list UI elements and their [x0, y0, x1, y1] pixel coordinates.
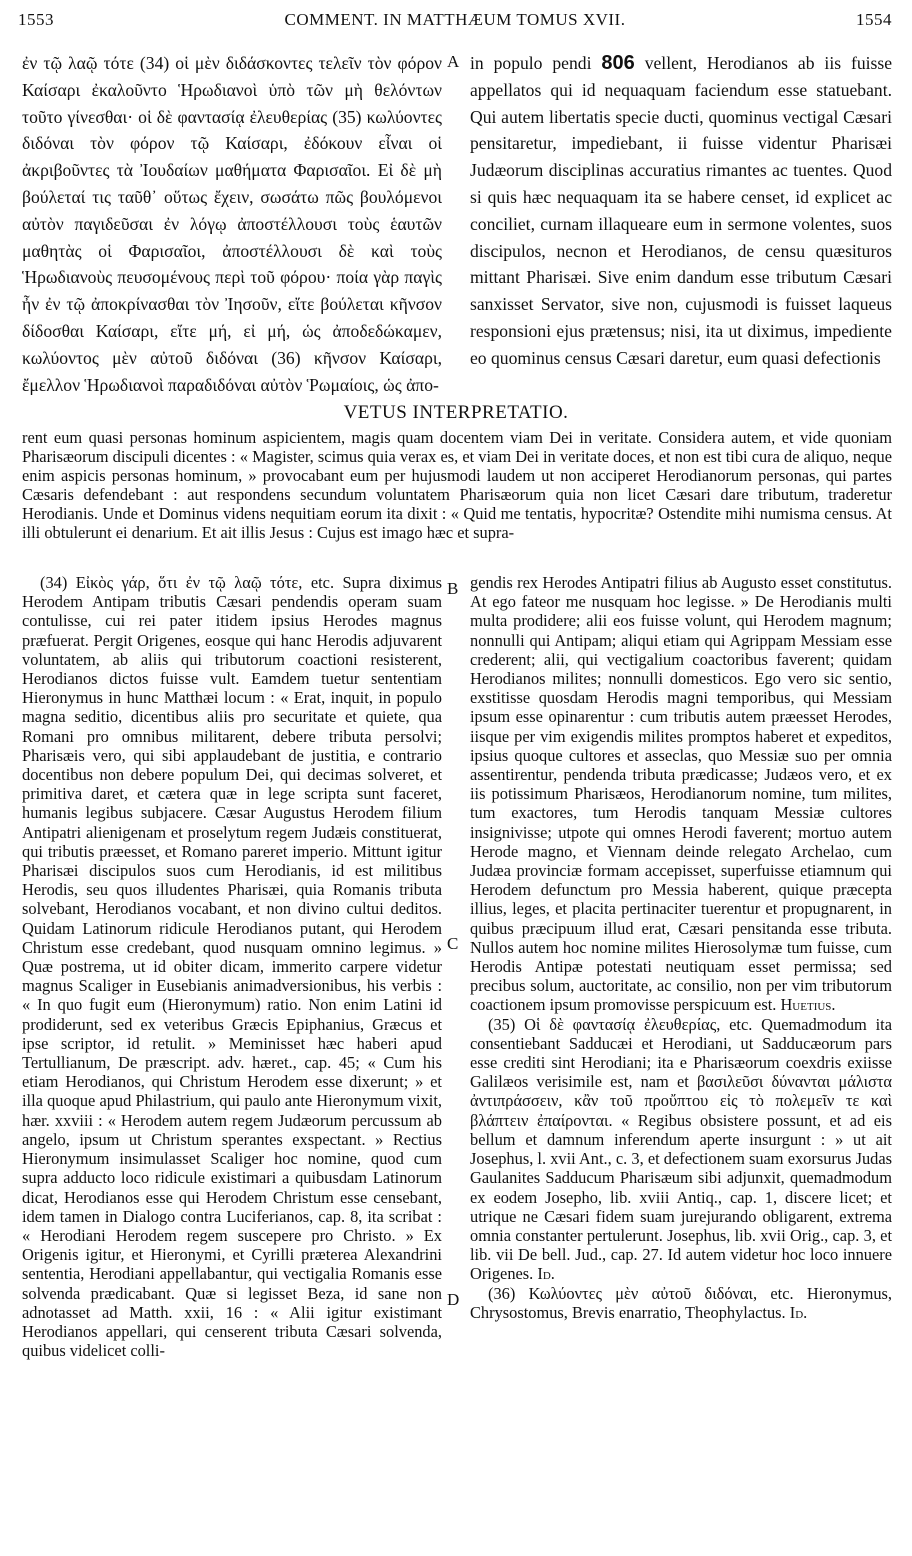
footnote-36-text: (36) Κωλύοντες μὲν αὐτοῦ διδόναι, etc. Hieronymus, Chrysostomus, Brevis enarratio, Theophylactus.	[470, 1283, 892, 1322]
footnote-34-continued-text: gendis rex Herodes Antipatri filius ab Augusto esset constitutus. At ego fateor me nusquam hoc legisse. » De Herodianis multi multa prodidere; alii eos fuisse volunt, qui Herodem magnum; nonnulli qui Antipam; aliqui etiam qui Agrippam Messiam esse crederent; alii, qui vectigalium coactoribus faverent; quidam Herodianos milites; nonnulli domesticos. Ego vero sic sentio, exstitisse quosdam Herodis magni temporibus, qui Messiam ipsum esse opinarentur : cum tributis autem præesset Herodes, iisque per vim exigendis milites promptos haberet et expeditos, ipsius quoque cultores et asseclas, quo Messiæ suo per omnia assentirentur, pendenda tributa prædicasse; Judæos vero, et ex iis potissimum Pharisæos, Herodianorum nomine, tum milites, tum exactores, tum Herodis tanquam Messiæ cultores insignivisse; utpote qui omnes Herodi faverent; mortuo autem Herode magno, et Viennam deinde relegato Archelao, cum Judæa provinciæ formam accepisset, superfuisse etiamnum qui Herodem defunctum pro Messia haberent, quique præcepta illius, leges, et placita pertinaciter tuerentur et propugnarent, in quibus præcipuum illud erat, Cæsari pensitanda esse tributa. Nullos autem hoc nomine milites Hierosolymæ tum fuisse, cum Herodis Antipæ potestati neutiquam esset permissa; sed precibus solum, auctoritate, ac consilio, non per vim tributorum coactionem ipsum promovisse perspicuum est.	[470, 573, 892, 1015]
footnote-signature: Huetius.	[780, 995, 836, 1015]
footnote-34-continued	[470, 573, 892, 1015]
footnotes-right-column	[470, 573, 892, 1322]
greek-text: ἐν τῷ λαῷ τότε (34) οἱ μὲν διδάσκοντες τελεῖν τὸν φόρον Καίσαρι ἐκαλοῦντο Ἡρωδιανοὶ ὑπὸ τῶν μὴ θελόντων τοῦτο γίνεσθαι· οἱ δὲ φαντασίᾳ ἐλευθερίας (35) κωλύοντες διδόναι τὸν φόρον τῷ Καίσαρι, ἐδόκουν εἶναι οἱ ἀκριβοῦντες τὰ Ἰουδαίων μαθήματα Φαρισαῖοι. Εἰ δὲ μὴ βούλεταί τις ταῦθ᾽ οὕτως ἔχειν, σωσάτω πῶς βουλόμενοι αὐτὸν παγιδεῦσαι ἐν λόγῳ ἀποστέλλουσι τοὺς ἑαυτῶν μαθητὰς οἱ Φαρισαῖοι, ἀποστέλλουσι δὲ καὶ τοὺς Ἡρωδιανοὺς πευσομένους περὶ τοῦ φόρου· ποία γὰρ παγὶς ἦν ἐν τῷ ἀποκρίνασθαι τὸν Ἰησοῦν, εἴτε βούλεται κῆνσον δίδοσθαι Καίσαρι, εἴτε μή, εἰ μή, ὡς ἀποδεδώκαμεν, κωλύοντος μὲν αὐτοῦ διδόναι (36) κῆνσον Καίσαρι, ἔμελλον Ἡρωδιανοὶ παραδιδόναι αὐτὸν Ῥωμαίοις, ὡς ἀπο-	[22, 53, 442, 395]
margin-marker-a: A	[447, 52, 460, 71]
latin-text-column	[470, 50, 892, 372]
footnotes-left-column	[22, 573, 442, 1360]
margin-marker-c: C	[447, 934, 459, 953]
footnote-36	[470, 1284, 892, 1322]
footnote-34: (34) Εἰκὸς γάρ, ὅτι ἐν τῷ λαῷ τότε, etc. Supra diximus Herodem Antipam tributis Cæsari pendendis operam suam contulisse, cui rei pater itidem ipsius Herodes magnus præfuerat. Pergit Origenes, eosque qui hanc Herodis adjuvarent voluntatem, ab aliis qui tributorum coactioni resisterent, Herodianos dictos fuisse vult. Eamdem tuetur sententiam Hieronymus in hunc Matthæi locum : « Erat, inquit, in populo magna seditio, dicentibus aliis pro securitate et quiete, qua Romani pro omnibus militarent, debere tributa persolvi; Pharisæis vero, qui sibi applaudebant de justitia, e contrario docentibus non debere populum Dei, qui decimas solveret, et primitiva daret, et cætera quæ in lege scripta sunt faceret, humanis legibus subjacere. Cæsar Augustus Herodem filium Antipatri alienigenam et proselytum regem Judæis constituerat, qui tributis præesset, et Romano pareret imperio. Mittunt igitur Pharisæi discipulos suos cum Herodianis, id est militibus Herodis, seu quos illudentes Pharisæi, quia Romanis tributa solvebant, Herodianos vocabant, et non divino cultui deditos. Quidam Latinorum ridicule Herodianos putant, qui Herodem Christum esse credebant, quod nusquam omnino legimus. » Quæ postrema, ut id obiter dicam, immerito carpere videtur magnus Scaliger in Eusebianis animadversionibus, his verbis : « In quo fugit eum (Hieronymum) ratio. Non enim Latini id prodiderunt, sed ex veteribus Græcis Epiphanius, Græcus et ipse scriptor, id retulit. » Meminisset hæc haberi apud Tertullianum, De præscript. adv. hæret., cap. 45; « Cum his etiam Herodianos, qui Christum Herodem esse dixerunt; » et illa quoque apud Philastrium, qui paulo ante Hieronymum vixit, hær. xxviii : « Herodem autem regem Judæorum percussum ab angelo, ipsum ut Christum sperantes exspectant. » Rectius Hieronymum insimulasset Scaliger hoc nomine, quod cum supra adducto loco ridicule existimari a quibusdam Latinorum dicat, Herodianos esse qui Herodem Christum esse censebant, idem tamen in Dialogo contra Luciferianos, cap. 8, ita scribat : « Herodiani Herodem regem suscepere pro Christo. » Ex Origenis igitur, et Hieronymi, et Cyrilli præterea Alexandrini sententia, Herodiani appellabantur, qui vectigalia Romanis esse solvenda prædicabant. Quæ si legisset Beza, id sane non adnotasset ad Matth. xxii, 16 : « Alii igitur existimant Herodianos appellari, qui censerent tributa Cæsari solvenda, quibus videlicet colli-	[22, 573, 442, 1361]
running-head	[18, 10, 892, 32]
page-number-left: 1553	[18, 10, 54, 29]
footnote-signature: Id.	[537, 1264, 555, 1284]
latin-text-rest: vellent, Herodianos ab iis fuisse appellatos qui id nequaquam faciendum esse statuebant. Qui autem libertatis specie ducti, quominus vectigal Cæsari pensitaretur, impediebant, ii fuisse videntur Pharisæi Judæorum disciplinas accuratius rimantes ac tuentes. Quod si quis hæc nequaquam ita se habere censet, id explicet ac conciliet, curnam illaqueare eum in sermone volentes, suos discipulos, necnon et Herodianos, de censu quæsituros mittant Pharisæi. Sive enim dandum esse tributum Cæsari sanxisset Servator, sive non, cujusmodi is fuisset laqueus responsioni ejus prætensus; nisi, ita ut diximus, impediente eo quominus census Cæsari daretur, eum quasi defectionis	[470, 53, 893, 368]
page-number-right: 1554	[856, 10, 892, 29]
vetus-interpretatio-title: VETUS INTERPRETATIO.	[343, 402, 569, 423]
greek-text-column	[22, 50, 442, 398]
latin-text-start: in populo pendi	[470, 53, 592, 73]
footnote-35	[470, 1015, 892, 1284]
latin-text	[470, 50, 892, 372]
footnote-signature: Id.	[789, 1302, 808, 1322]
running-title: COMMENT. IN MATTHÆUM TOMUS XVII.	[284, 10, 626, 29]
margin-marker-d: D	[447, 1290, 460, 1309]
vetus-interpretatio-text: rent eum quasi personas hominum aspicientem, magis quam docentem viam Dei in veritate. Considera autem, et vide quoniam Pharisæorum discipuli dicentes : « Magister, scimus quia verax es, et viam Dei in veritate doces, et non est tibi cura de aliquo, neque enim aspicis personas hominum, » provocabant eum per hujusmodi laudem ut non acciperet Herodianorum personas, qui partes Cæsaris defendebant : aut respondens secundum voluntatem Pharisæorum quia non licet Cæsari dare tributum, traderetur Herodianis. Unde et Dominus videns nequitiam eorum ita dixit : « Quid me tentatis, hypocritæ? Ostendite mihi numisma census. At illi obtulerunt ei denarium. Et ait illis Jesus : Cujus est imago hæc et supra-	[22, 428, 892, 543]
original-page-reference: 806	[601, 52, 635, 74]
margin-marker-b: B	[447, 579, 459, 598]
footnote-35-text: (35) Οἱ δὲ φαντασίᾳ ἐλευθερίας, etc. Quemadmodum ita consentiebant Sadducæi et Herodiani, ut Sadducæorum pars esse crediti sint Herodiani; ita e Pharisæorum coexdris exiisse Galilæos verisimile est, nam et βασιλεῦσι δύνανται μάλιστα ἀντιπράσσειν, κἂν τοῦ προὔπτου εἰς τὸ πολεμεῖν τε καὶ βλάπτειν ἐπαίρονται. « Regibus obsistere possunt, et ad eis bellum et damnum inferendum aperte insurgunt : » ut ait Josephus, l. xvii Ant., c. 3, et defectionem suam exorsurus Judas Gaulanites Sadducum Pharisæum sibi adjunxit, quemadmodum ex eodem Josepho, lib. xviii Antiq., cap. 1, discere licet; et utrique ne Cæsari fidem suam jurejurando obligarent, extrema omnia constanter pertulerunt. Josephus, lib. xvii Orig., cap. 3, et lib. vii De bell. Jud., cap. 27. Id autem videtur hoc loco innuere Origenes.	[470, 1014, 892, 1284]
